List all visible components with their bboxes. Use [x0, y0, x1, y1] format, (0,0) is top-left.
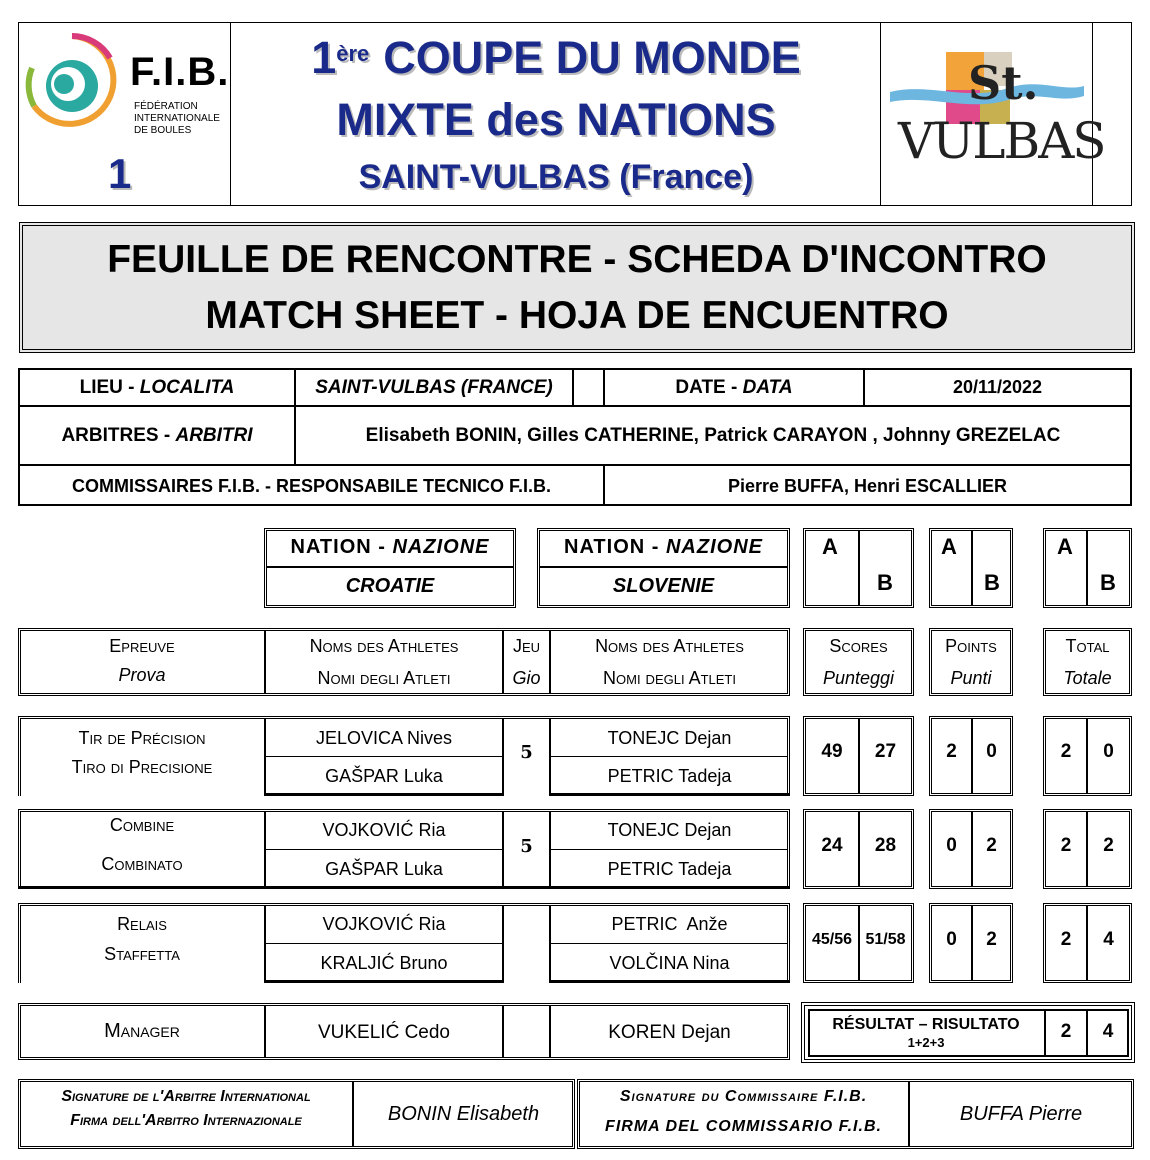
manager-b: KOREN Dejan [608, 1022, 731, 1043]
row3-mid-b [551, 943, 788, 944]
fib-name-2: INTERNATIONALE [134, 113, 220, 124]
row3-bot-b [549, 980, 790, 983]
signature-com-label-1: Signature du Commissaire F.I.B. [619, 1088, 868, 1105]
fib-logo [24, 28, 120, 138]
row1-event-2: Tiro di Precisione [71, 756, 213, 777]
saint-vulbas-logo-st: St. [968, 56, 1039, 110]
row3-pts-a: 0 [946, 929, 957, 950]
ab-box-scores-div [858, 531, 860, 605]
row2-event-1: Combine [109, 814, 175, 835]
ab-total-b: B [1100, 570, 1116, 595]
row3-tot-b: 4 [1103, 929, 1114, 950]
nation-b-label [537, 530, 790, 564]
row1-a1: JELOVICA Nives [315, 727, 453, 748]
row1-bot-b [549, 793, 790, 796]
row3-score-a: 45/56 [811, 931, 853, 948]
row3-event-1: Relais [117, 913, 167, 934]
nation-a-label-it: NAZIONE [392, 535, 490, 558]
fib-abbrev: F.I.B. [130, 50, 230, 94]
row1-b2: PETRIC Tadeja [607, 765, 732, 786]
row2-tot-b: 2 [1103, 835, 1114, 856]
title-sup: ère [336, 41, 370, 66]
row2-b1: TONEJC Dejan [607, 819, 732, 840]
header-title-2: MIXTE des NATIONS [336, 94, 776, 145]
row3-bot-a [264, 980, 504, 983]
date-label-text: DATE - [675, 376, 738, 398]
ab-box-total-div [1086, 531, 1088, 605]
row1-b1: TONEJC Dejan [607, 727, 732, 748]
signature-arb-label-1: Signature de l'Arbitre International [61, 1088, 311, 1105]
nation-a-value: CROATIE [345, 574, 435, 597]
signature-com-label-2: FIRMA DEL COMMISSARIO F.I.B. [605, 1118, 882, 1135]
manager-a: VUKELIĆ Cedo [317, 1022, 450, 1043]
row2-mid-b [551, 849, 788, 850]
row1-mid-b [551, 756, 788, 757]
row2-event-2: Combinato [101, 853, 183, 874]
row2-bot [18, 886, 790, 889]
row2-mid-a [266, 849, 502, 850]
arbitres-label [20, 407, 294, 464]
row1-bot-a [264, 793, 504, 796]
title-number: 1 [311, 32, 337, 83]
ab-box-points-div [971, 531, 973, 605]
nation-b-label-text: NATION - [564, 535, 660, 558]
col-totale: Totale [1063, 667, 1112, 688]
row3-score-b: 51/58 [865, 931, 906, 948]
sheet-title-line-2: MATCH SHEET - HOJA DE ENCUENTRO [205, 294, 949, 337]
sheet-title-line-1: FEUILLE DE RENCONTRE - SCHEDA D'INCONTRO [107, 238, 1047, 281]
signature-arb-name: BONIN Elisabeth [387, 1102, 540, 1125]
col-epreuve: Epreuve [109, 635, 175, 656]
manager-vline-2 [502, 1006, 504, 1057]
lieu-label-it: LOCALITA [139, 376, 235, 398]
row1-a2: GAŠPAR Luka [325, 765, 443, 786]
row3-b2: VOLČINA Nina [609, 952, 730, 973]
fib-name-3: DE BOULES [134, 125, 192, 136]
row3-pts-b: 2 [986, 929, 997, 950]
row2-a1: VOJKOVIĆ Ria [322, 819, 446, 840]
row1-score-a: 49 [821, 741, 843, 762]
row3-mid-a [266, 943, 502, 944]
row3-vline-2 [502, 906, 504, 983]
row3-tot-a: 2 [1060, 929, 1072, 950]
ab-points-b: B [984, 570, 1000, 595]
commissaires-label: COMMISSAIRES F.I.B. - RESPONSABILE TECNICO F.I.B. [71, 475, 552, 496]
arbitres-label-it: ARBITRI [175, 424, 253, 446]
row1-score-b: 27 [874, 741, 897, 762]
page-number: 1 [108, 150, 132, 197]
col-punti: Punti [950, 667, 992, 688]
header-title-1 [232, 30, 880, 86]
result-b: 4 [1102, 1021, 1114, 1042]
signature-arb-label-2: Firma dell'Arbitro Internazionale [70, 1112, 302, 1129]
col-scores: Scores [829, 635, 888, 656]
lieu-label-text: LIEU - [79, 376, 135, 398]
date-value: 20/11/2022 [952, 377, 1043, 397]
fib-name-1: FÉDÉRATION [134, 101, 198, 112]
result-label: RÉSULTAT – RISULTATO [832, 1016, 1020, 1033]
col-jeu: Jeu [512, 635, 541, 656]
saint-vulbas-logo-text: VULBAS [898, 112, 1105, 170]
ab-scores-a: A [822, 534, 838, 559]
row1-mid-a [266, 756, 502, 757]
signature-com-name: BUFFA Pierre [959, 1102, 1083, 1125]
col-nomi-b: Nomi degli Atleti [603, 667, 736, 688]
row2-a2: GAŠPAR Luka [325, 858, 443, 879]
date-label-it: DATA [742, 376, 793, 398]
row2-pts-a: 0 [946, 835, 957, 856]
row2-jeu: 5 [520, 835, 533, 857]
col-points: Points [945, 635, 997, 656]
ab-total-a: A [1057, 534, 1073, 559]
header-bottom-line [18, 205, 1132, 206]
row2-tot-a: 2 [1060, 835, 1072, 856]
row1-tot-b: 0 [1103, 741, 1114, 762]
col-punteggi: Punteggi [822, 667, 895, 688]
arbitres-label-text: ARBITRES - [61, 424, 171, 446]
lieu-label [20, 370, 294, 405]
title-text: COUPE DU MONDE [383, 32, 801, 83]
result-a: 2 [1060, 1021, 1072, 1042]
row2-score-b: 28 [874, 835, 897, 856]
header-divider-2 [880, 22, 881, 206]
row3-b1: PETRIC Anže [611, 913, 728, 934]
row2-score-a: 24 [821, 835, 843, 856]
ab-scores-b: B [877, 570, 893, 595]
nation-b-value: SLOVENIE [612, 574, 715, 597]
result-sub: 1+2+3 [907, 1034, 945, 1050]
arbitres-value: Elisabeth BONIN, Gilles CATHERINE, Patrick CARAYON , Johnny GREZELAC [365, 424, 1061, 446]
row1-event-1: Tir de Précision [78, 727, 206, 748]
ab-points-a: A [941, 534, 957, 559]
col-gio: Gio [512, 667, 541, 688]
row1-jeu: 5 [520, 741, 533, 763]
row3-event-2: Staffetta [104, 943, 180, 964]
row1-pts-a: 2 [946, 741, 957, 762]
row1-pts-b: 0 [986, 741, 997, 762]
row3-a1: VOJKOVIĆ Ria [322, 913, 446, 934]
row2-b2: PETRIC Tadeja [607, 858, 732, 879]
col-noms-a: Noms des Athletes [309, 635, 459, 656]
nation-a-label-text: NATION - [290, 535, 386, 558]
manager-label: Manager [104, 1019, 180, 1042]
row1-tot-a: 2 [1060, 741, 1072, 762]
nation-b-label-it: NAZIONE [665, 535, 763, 558]
lieu-value: SAINT-VULBAS (FRANCE) [315, 376, 553, 398]
nation-a-label [264, 530, 516, 564]
date-label [605, 370, 863, 405]
row2-pts-b: 2 [986, 835, 997, 856]
col-prova: Prova [118, 664, 166, 685]
col-noms-b: Noms des Athletes [595, 635, 744, 656]
col-total: Total [1065, 635, 1110, 656]
header-title-3: SAINT-VULBAS (France) [358, 157, 754, 196]
info-gap [574, 370, 603, 405]
row3-a2: KRALJIĆ Bruno [320, 952, 448, 973]
col-nomi-a: Nomi degli Atleti [317, 667, 451, 688]
header-divider-1 [230, 22, 231, 206]
commissaires-value: Pierre BUFFA, Henri ESCALLIER [727, 475, 1008, 496]
